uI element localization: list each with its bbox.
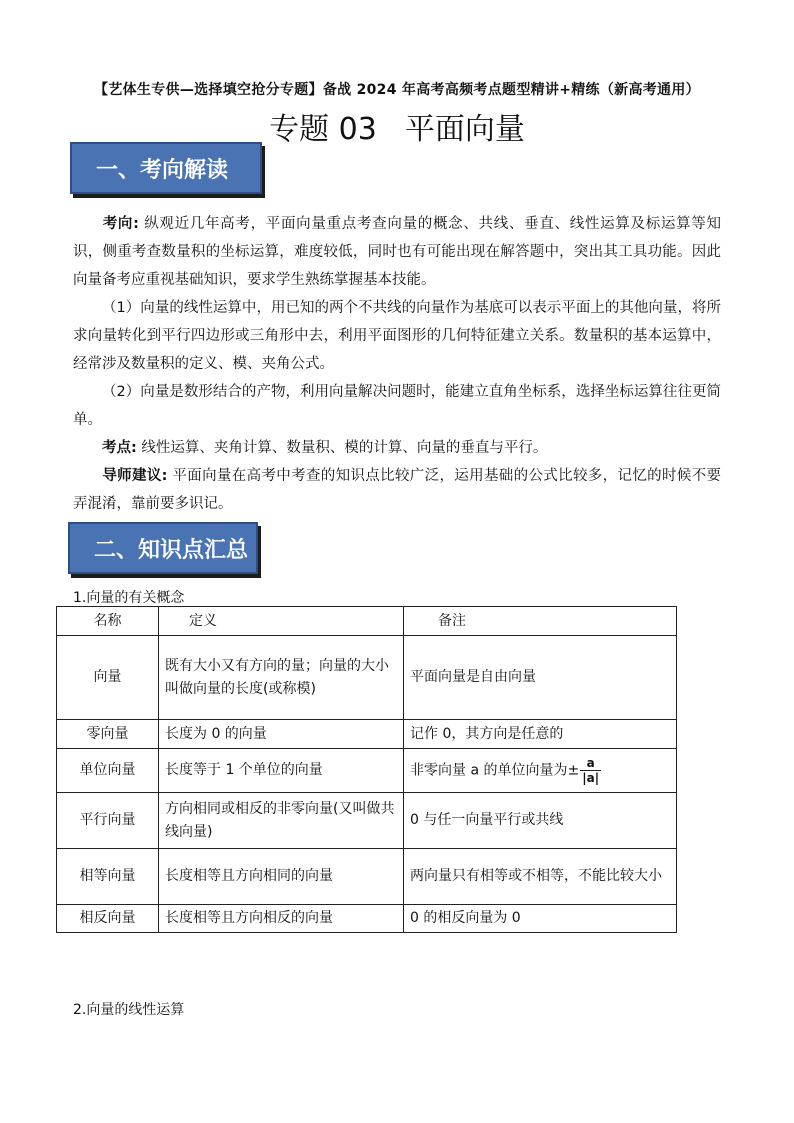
- row-definition: 长度等于 1 个单位的向量: [159, 749, 404, 793]
- fraction-denominator: |a|: [582, 771, 600, 785]
- unit-vector-fraction: [580, 756, 601, 785]
- row-name: 单位向量: [57, 749, 159, 793]
- table-row: [57, 749, 677, 793]
- advice-label: 导师建议:: [102, 468, 168, 484]
- table-row: [57, 720, 677, 749]
- row-name: 相反向量: [57, 905, 159, 933]
- row-definition: 长度相等且方向相同的向量: [159, 849, 404, 905]
- row-note: 平面向量是自由向量: [404, 636, 677, 720]
- section-heading-2: 二、知识点汇总: [68, 522, 258, 574]
- subheading-linear-ops: 2.向量的线性运算: [73, 1002, 185, 1018]
- banner-line: 【艺体生专供—选择填空抢分专题】备战 2024 年高考高频考点题型精讲+精练（新高考通用）: [94, 82, 700, 98]
- kaodian-text: 线性运算、夹角计算、数量积、模的计算、向量的垂直与平行。: [136, 440, 548, 456]
- row-name: 向量: [57, 636, 159, 720]
- row-note: 0 的相反向量为 0: [404, 905, 677, 933]
- fraction-numerator: a: [580, 756, 601, 771]
- concepts-table: [56, 606, 677, 933]
- row-note: 两向量只有相等或不相等，不能比较大小: [404, 849, 677, 905]
- point-1-text: （1）向量的线性运算中，用已知的两个不共线的向量作为基底可以表示平面上的其他向量，将所求向量转化到平行四边形或三角形中去，利用平面图形的几何特征建立关系。数量积的基本运算中，经常涉及数量积的定义、模、夹角公式。: [73, 300, 721, 372]
- row-name: 零向量: [57, 720, 159, 749]
- paragraph-point-1: [73, 294, 721, 378]
- table-row: [57, 793, 677, 849]
- row-note: 0 与任一向量平行或共线: [404, 793, 677, 849]
- header-definition: 定义: [159, 607, 404, 636]
- table-header-row: [57, 607, 677, 636]
- paragraph-kaoxiang: [73, 210, 721, 294]
- row-note: [404, 749, 677, 793]
- kaoxiang-text: 纵观近几年高考，平面向量重点考查向量的概念、共线、垂直、线性运算及标运算等知识，侧重考查数量积的坐标运算，难度较低，同时也有可能出现在解答题中，突出其工具功能。因此向量备考应重视基础知识，要求学生熟练掌握基本技能。: [73, 216, 721, 288]
- title-text: 平面向量: [404, 112, 525, 147]
- header-name: 名称: [57, 607, 159, 636]
- row-definition: 长度为 0 的向量: [159, 720, 404, 749]
- paragraph-advice: [73, 462, 721, 518]
- row-note: 记作 0，其方向是任意的: [404, 720, 677, 749]
- table-row: [57, 849, 677, 905]
- table-row: [57, 905, 677, 933]
- advice-text: 平面向量在高考中考查的知识点比较广泛，运用基础的公式比较多，记忆的时候不要弄混淆，靠前要多识记。: [73, 468, 721, 512]
- kaodian-label: 考点:: [102, 440, 137, 456]
- subheading-concepts: 1.向量的有关概念: [73, 590, 185, 606]
- row-definition: 既有大小又有方向的量；向量的大小叫做向量的长度(或称模): [159, 636, 404, 720]
- table-row: [57, 636, 677, 720]
- kaoxiang-label: 考向:: [102, 216, 139, 232]
- paragraph-point-2: [73, 378, 721, 434]
- point-2-text: （2）向量是数形结合的产物，利用向量解决问题时，能建立直角坐标系，选择坐标运算往往更简单。: [73, 384, 721, 428]
- header-note: 备注: [404, 607, 677, 636]
- title-number: 专题 03: [269, 112, 377, 147]
- row-definition: 方向相同或相反的非零向量(又叫做共线向量): [159, 793, 404, 849]
- row-name: 相等向量: [57, 849, 159, 905]
- row-definition: 长度相等且方向相反的向量: [159, 905, 404, 933]
- unit-vector-note: 非零向量 a 的单位向量为±: [410, 762, 580, 779]
- section-heading-1: 一、考向解读: [70, 142, 262, 194]
- paragraph-kaodian: [73, 434, 721, 462]
- row-name: 平行向量: [57, 793, 159, 849]
